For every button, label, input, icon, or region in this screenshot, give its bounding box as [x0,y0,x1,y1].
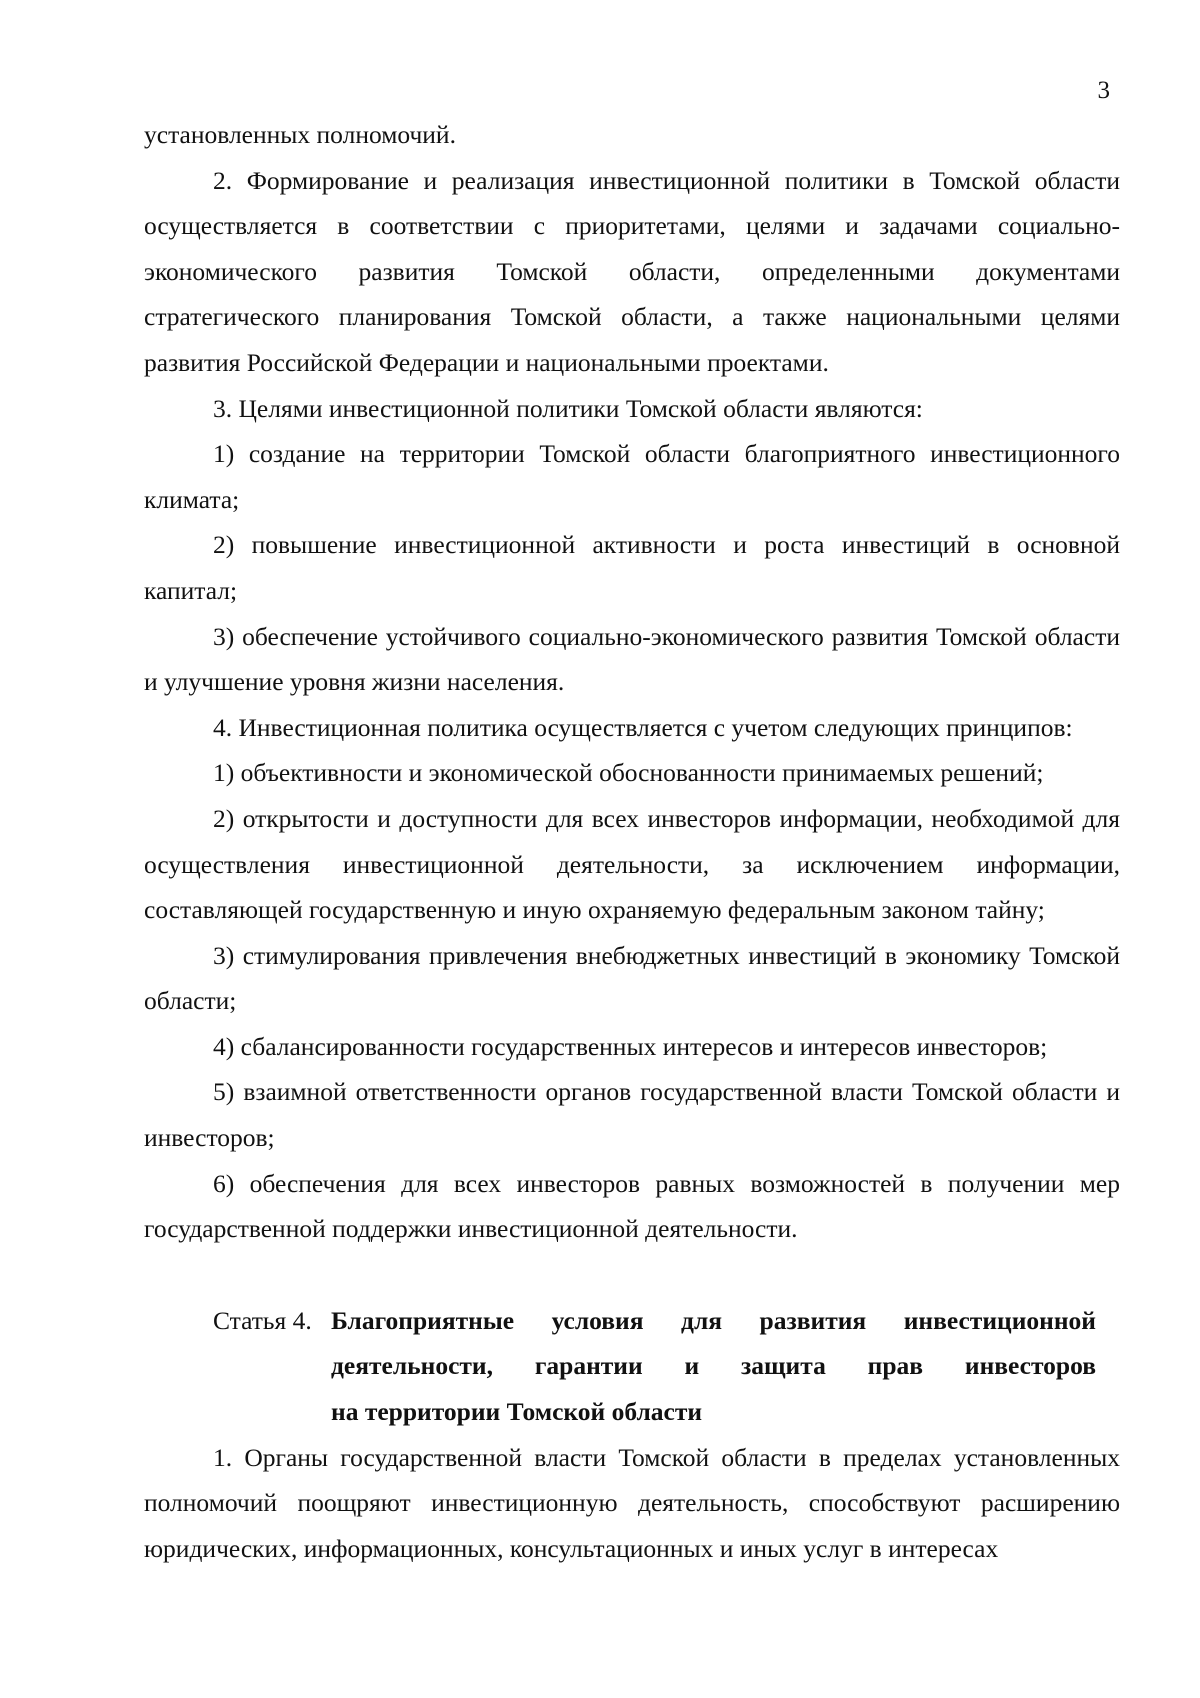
article-title-line: на территории Томской области [331,1397,703,1427]
document-body [144,112,1120,1571]
article-title [331,1298,1096,1435]
article-title-line: Благоприятные условия для развития инвестиционной [331,1305,1096,1335]
paragraph: 1) объективности и экономической обоснованности принимаемых решений; [213,758,1044,788]
paragraph: 2. Формирование и реализация инвестиционной политики в Томской области осуществляется в соответствии с приоритетами, целями и задачами социально-экономического развития Томской области, определенными документами стратегического планирования Томской области, а также национальными целями развития Российской Федерации и национальными проектами. [144,165,1120,377]
paragraph: 3) стимулирования привлечения внебюджетных инвестиций в экономику Томской области; [144,940,1120,1016]
paragraph: 3. Целями инвестиционной политики Томской области являются: [213,393,923,423]
paragraph: 4. Инвестиционная политика осуществляется с учетом следующих принципов: [213,712,1073,742]
paragraph-list [144,112,1120,1252]
paragraph: 1) создание на территории Томской области благоприятного инвестиционного климата; [144,439,1120,514]
article-heading [144,1298,1120,1435]
paragraph: 4) сбалансированности государственных интересов и интересов инвесторов; [213,1031,1048,1061]
paragraph: 3) обеспечение устойчивого социально-экономического развития Томской области и улучшение уровня жизни населения. [144,621,1120,697]
page-number: 3 [1097,77,1110,104]
article-paragraph-list [144,1435,1120,1572]
paragraph: 2) повышение инвестиционной активности и роста инвестиций в основной капитал; [144,530,1120,605]
article-title-line: деятельности, гарантии и защита прав инвесторов [331,1351,1096,1381]
article-label: Статья 4. [213,1305,312,1335]
paragraph: 6) обеспечения для всех инвесторов равных возможностей в получении мер государственной поддержки инвестиционной деятельности. [144,1168,1120,1244]
paragraph: 1. Органы государственной власти Томской области в пределах установленных полномочий поощряют инвестиционную деятельность, способствуют расширению юридических, информационных, консультационных и иных услуг в интересах [144,1442,1120,1563]
paragraph: установленных полномочий. [144,120,456,149]
paragraph: 2) открытости и доступности для всех инвесторов информации, необходимой для осуществления инвестиционной деятельности, за исключением информации, составляющей государственную и иную охраняемую федеральным законом тайну; [144,803,1120,925]
paragraph: 5) взаимной ответственности органов государственной власти Томской области и инвесторов; [144,1077,1120,1153]
